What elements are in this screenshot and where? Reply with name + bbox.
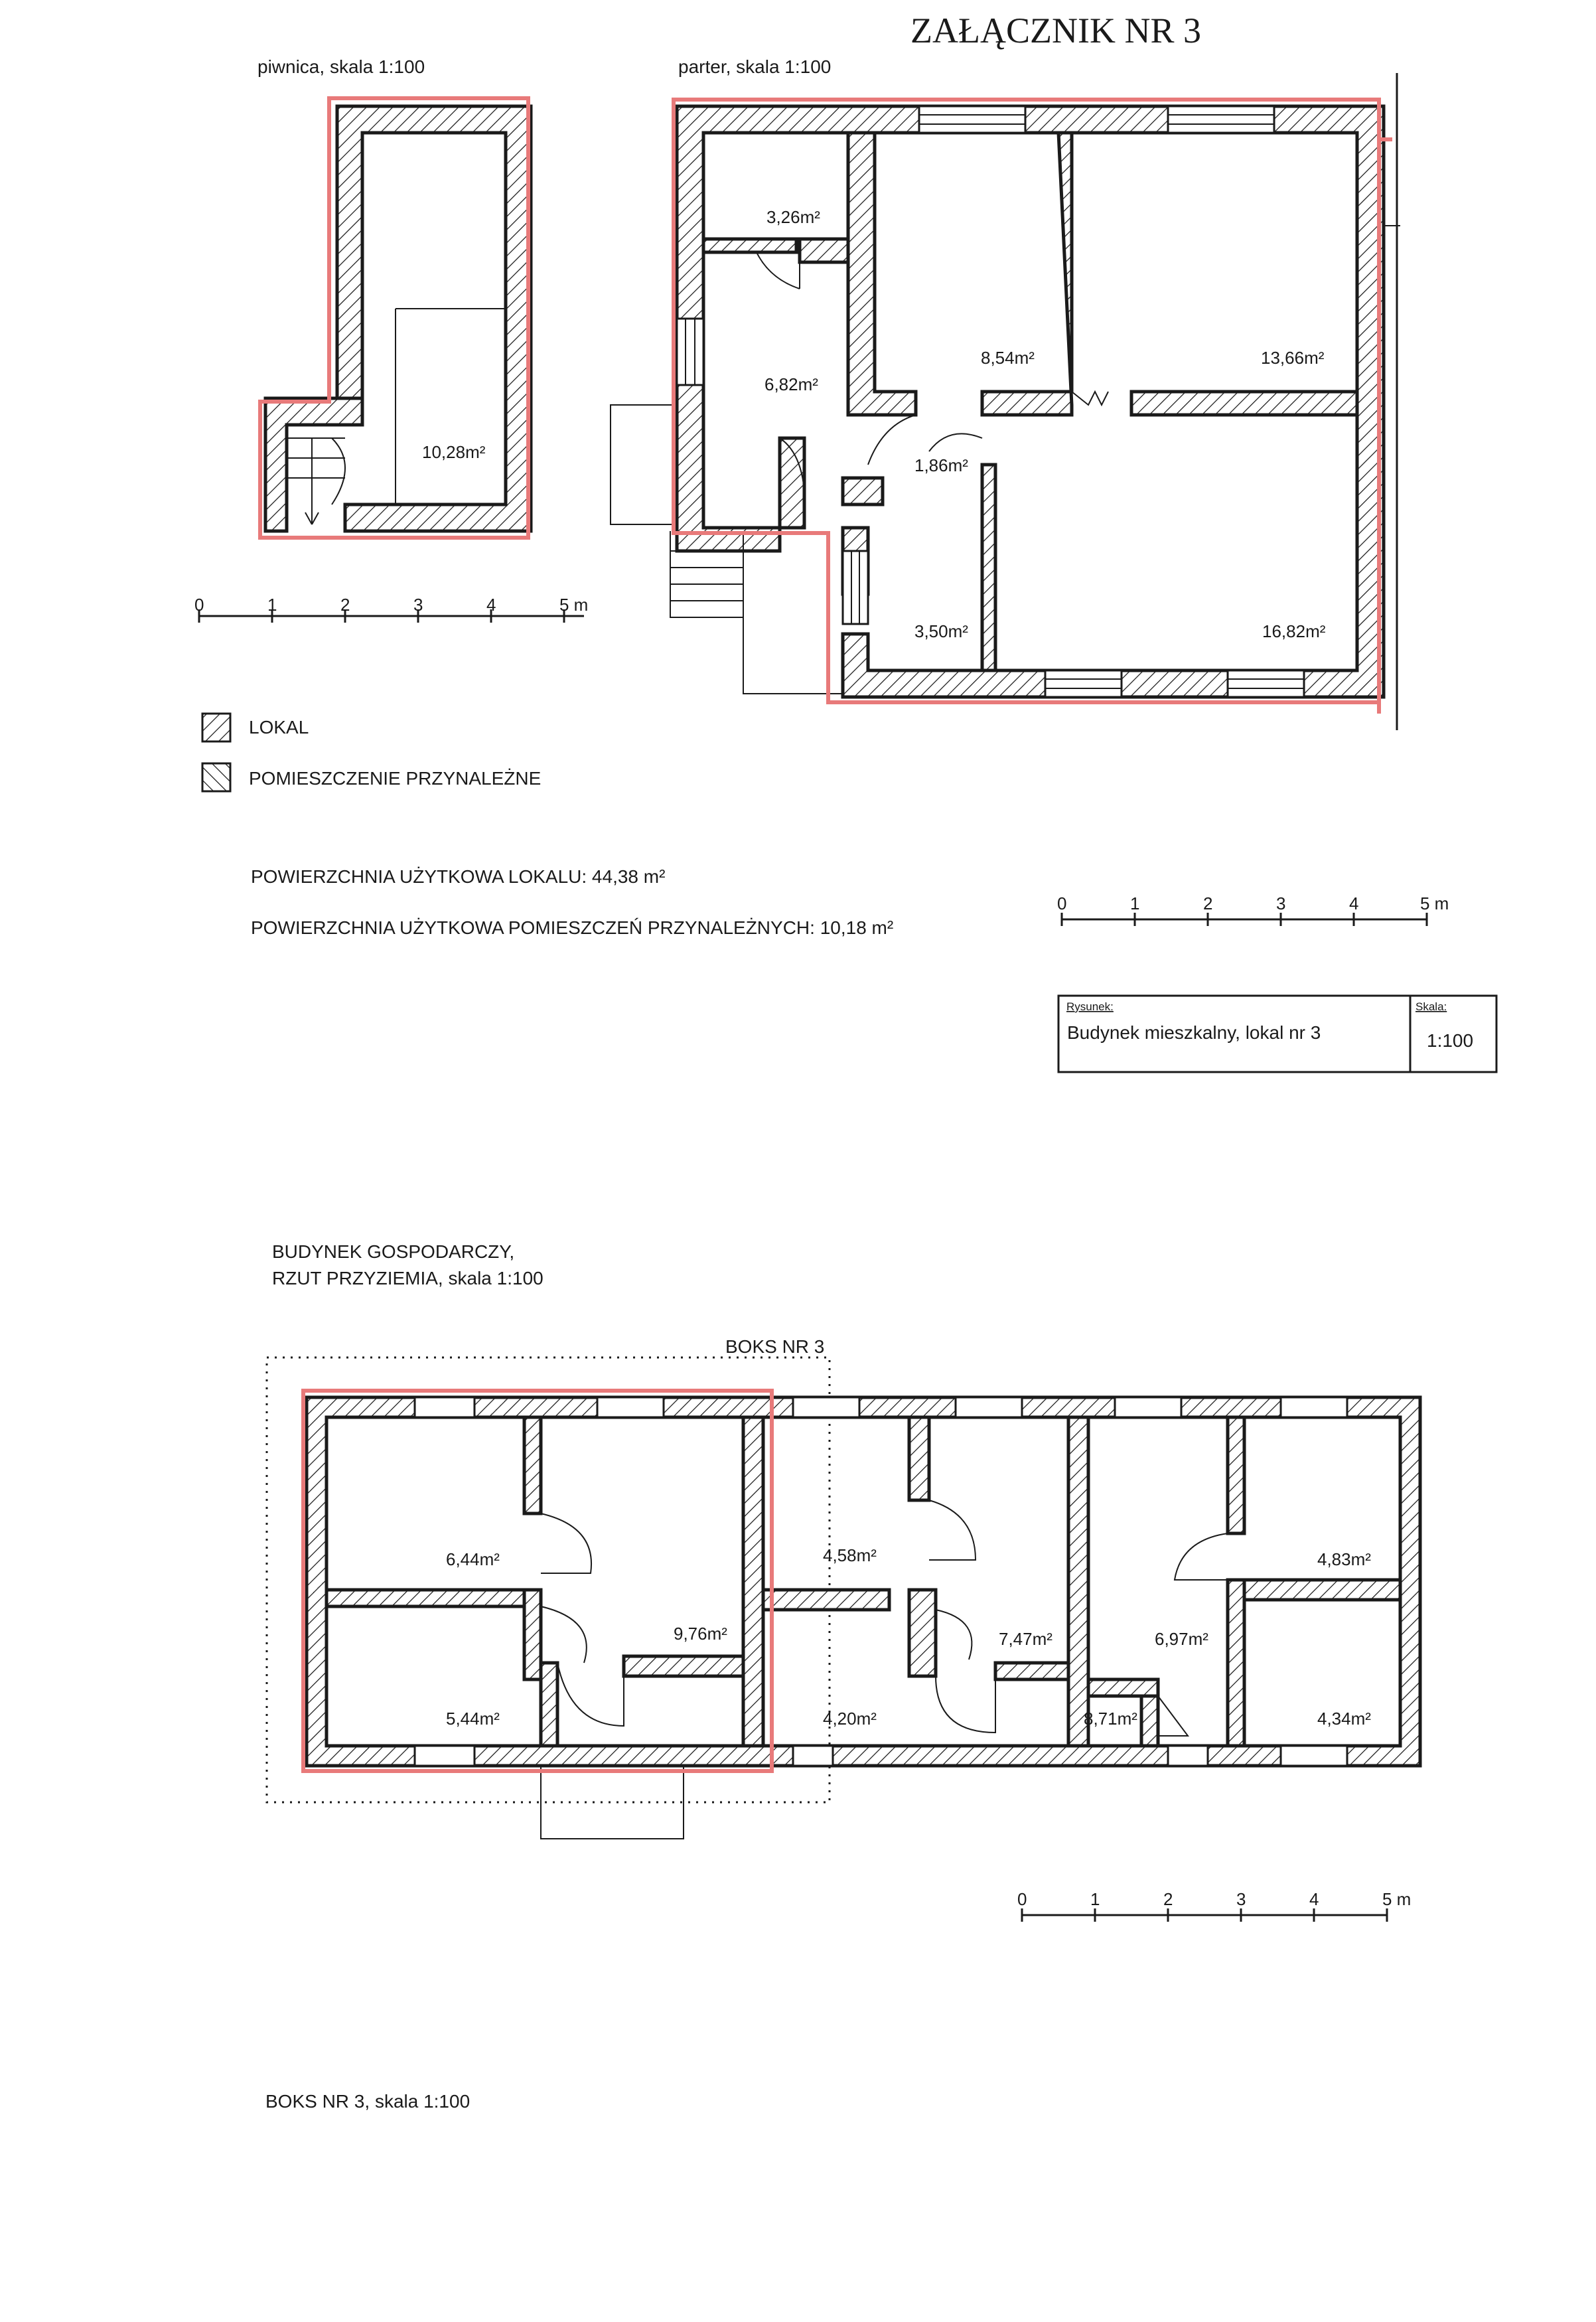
room-area: 9,76m² <box>674 1624 727 1644</box>
scale-bar <box>1017 1889 1411 1922</box>
room-area: 6,82m² <box>764 374 818 394</box>
scale-tick-label: 5 m <box>559 595 589 615</box>
basement-plan <box>257 56 531 538</box>
room-area: 4,83m² <box>1317 1549 1371 1569</box>
scale-tick-label: 0 <box>194 595 204 615</box>
scale-tick-label: 4 <box>1349 893 1359 913</box>
legend-label: LOKAL <box>249 717 309 737</box>
room-area: 7,47m² <box>999 1629 1052 1649</box>
scale-tick-label: 4 <box>1309 1889 1319 1909</box>
scale-tick-label: 5 m <box>1382 1889 1412 1909</box>
footer-caption: BOKS NR 3, skala 1:100 <box>265 2091 471 2112</box>
title-block-caption: Rysunek: <box>1066 1000 1114 1013</box>
room-area: 6,44m² <box>446 1549 500 1569</box>
room-area: 16,82m² <box>1262 621 1326 641</box>
box-label: BOKS NR 3 <box>725 1336 825 1357</box>
legend <box>202 714 541 791</box>
ground-floor-label: parter, skala 1:100 <box>678 56 832 77</box>
room-area: 1,86m² <box>914 455 968 475</box>
legend-swatch-lokal <box>202 714 230 741</box>
ground-floor-plan <box>611 56 1400 730</box>
room-area: 5,44m² <box>446 1709 500 1729</box>
room-area: 6,97m² <box>1155 1629 1208 1649</box>
title-block-scale: 1:100 <box>1427 1030 1474 1051</box>
scale-tick-label: 3 <box>1276 893 1286 913</box>
scale-tick-label: 3 <box>413 595 423 615</box>
scale-tick-label: 2 <box>1203 893 1213 913</box>
room-area: 8,71m² <box>1084 1709 1137 1729</box>
title-block <box>1058 996 1496 1072</box>
scale-bar <box>194 595 588 623</box>
annex-title: ZAŁĄCZNIK NR 3 <box>910 11 1201 50</box>
scale-bar <box>1057 893 1449 926</box>
scale-tick-label: 5 m <box>1420 893 1449 913</box>
usable-area-summary: POWIERZCHNIA UŻYTKOWA LOKALU: 44,38 m² <box>251 866 666 887</box>
room-area: 4,58m² <box>823 1545 877 1565</box>
legend-swatch-ancillary <box>202 763 230 791</box>
room-area: 13,66m² <box>1261 348 1325 368</box>
room-area: 4,20m² <box>823 1709 877 1729</box>
ancillary-area-summary: POWIERZCHNIA UŻYTKOWA POMIESZCZEŃ PRZYNALEŻNYCH: 10,18 m² <box>251 917 894 938</box>
scale-tick-label: 2 <box>340 595 350 615</box>
title-block-caption: Skala: <box>1415 1000 1447 1013</box>
outbuilding-title: BUDYNEK GOSPODARCZY, <box>272 1241 515 1262</box>
outbuilding-plan <box>267 1357 1420 1839</box>
scale-tick-label: 1 <box>267 595 277 615</box>
scale-tick-label: 1 <box>1090 1889 1100 1909</box>
room-area: 3,50m² <box>914 621 968 641</box>
scale-tick-label: 1 <box>1130 893 1140 913</box>
room-area: 4,34m² <box>1317 1709 1371 1729</box>
scale-tick-label: 3 <box>1236 1889 1246 1909</box>
basement-label: piwnica, skala 1:100 <box>257 56 425 77</box>
scale-tick-label: 2 <box>1163 1889 1173 1909</box>
scale-tick-label: 0 <box>1057 893 1067 913</box>
basement-stair <box>287 438 345 524</box>
legend-label: POMIESZCZENIE PRZYNALEŻNE <box>249 768 542 789</box>
scale-tick-label: 4 <box>486 595 496 615</box>
room-area: 3,26m² <box>766 207 820 227</box>
title-block-drawing: Budynek mieszkalny, lokal nr 3 <box>1067 1022 1321 1043</box>
room-area: 8,54m² <box>981 348 1035 368</box>
unit-outline <box>260 98 528 538</box>
room-area: 10,28m² <box>422 442 486 462</box>
scale-tick-label: 0 <box>1017 1889 1027 1909</box>
outbuilding-title: RZUT PRZYZIEMIA, skala 1:100 <box>272 1268 544 1288</box>
door <box>541 1500 1228 1736</box>
